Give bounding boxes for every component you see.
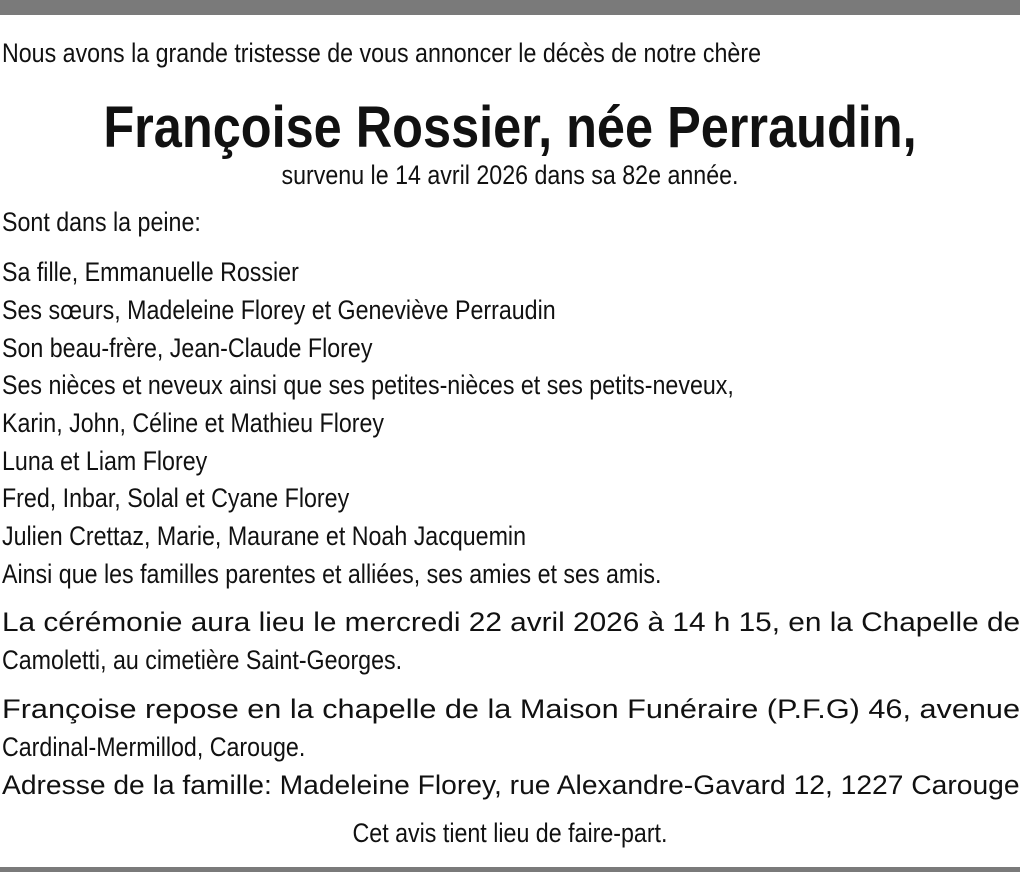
family-address: Adresse de la famille: Madeleine Florey, rue Alexandre-Gavard 12, 1227 Carouge (2, 770, 1020, 800)
deceased-name: Françoise Rossier, née Perraudin, (103, 95, 917, 160)
repose-line: Cardinal-Mermillod, Carouge. (2, 732, 306, 762)
mourners-heading: Sont dans la peine: (2, 207, 201, 237)
ceremony-line: Camoletti, au cimetière Saint-Georges. (2, 645, 403, 675)
list-item: Sa fille, Emmanuelle Rossier (2, 257, 299, 287)
list-item: Luna et Liam Florey (2, 446, 208, 476)
list-item: Karin, John, Céline et Mathieu Florey (2, 408, 385, 438)
list-item: Ses sœurs, Madeleine Florey et Geneviève Perraudin (2, 295, 556, 325)
ceremony-line: La cérémonie aura lieu le mercredi 22 avril 2026 à 14 h 15, en la Chapelle de (2, 607, 1020, 637)
list-item: Ses nièces et neveux ainsi que ses petites-nièces et ses petits-neveux, (2, 370, 734, 400)
list-item: Julien Crettaz, Marie, Maurane et Noah Jacquemin (2, 521, 526, 551)
date-line: survenu le 14 avril 2026 dans sa 82e année. (281, 160, 739, 190)
top-rule (0, 0, 1020, 15)
closing-text: Cet avis tient lieu de faire-part. (352, 818, 668, 848)
list-item: Fred, Inbar, Solal et Cyane Florey (2, 483, 350, 513)
bottom-rule (0, 867, 1020, 872)
list-item: Son beau-frère, Jean-Claude Florey (2, 333, 373, 363)
list-item: Ainsi que les familles parentes et alliées, ses amies et ses amis. (2, 559, 662, 589)
intro-text: Nous avons la grande tristesse de vous annoncer le décès de notre chère (2, 38, 761, 68)
repose-line: Françoise repose en la chapelle de la Maison Funéraire (P.F.G) 46, avenue (2, 694, 1020, 724)
